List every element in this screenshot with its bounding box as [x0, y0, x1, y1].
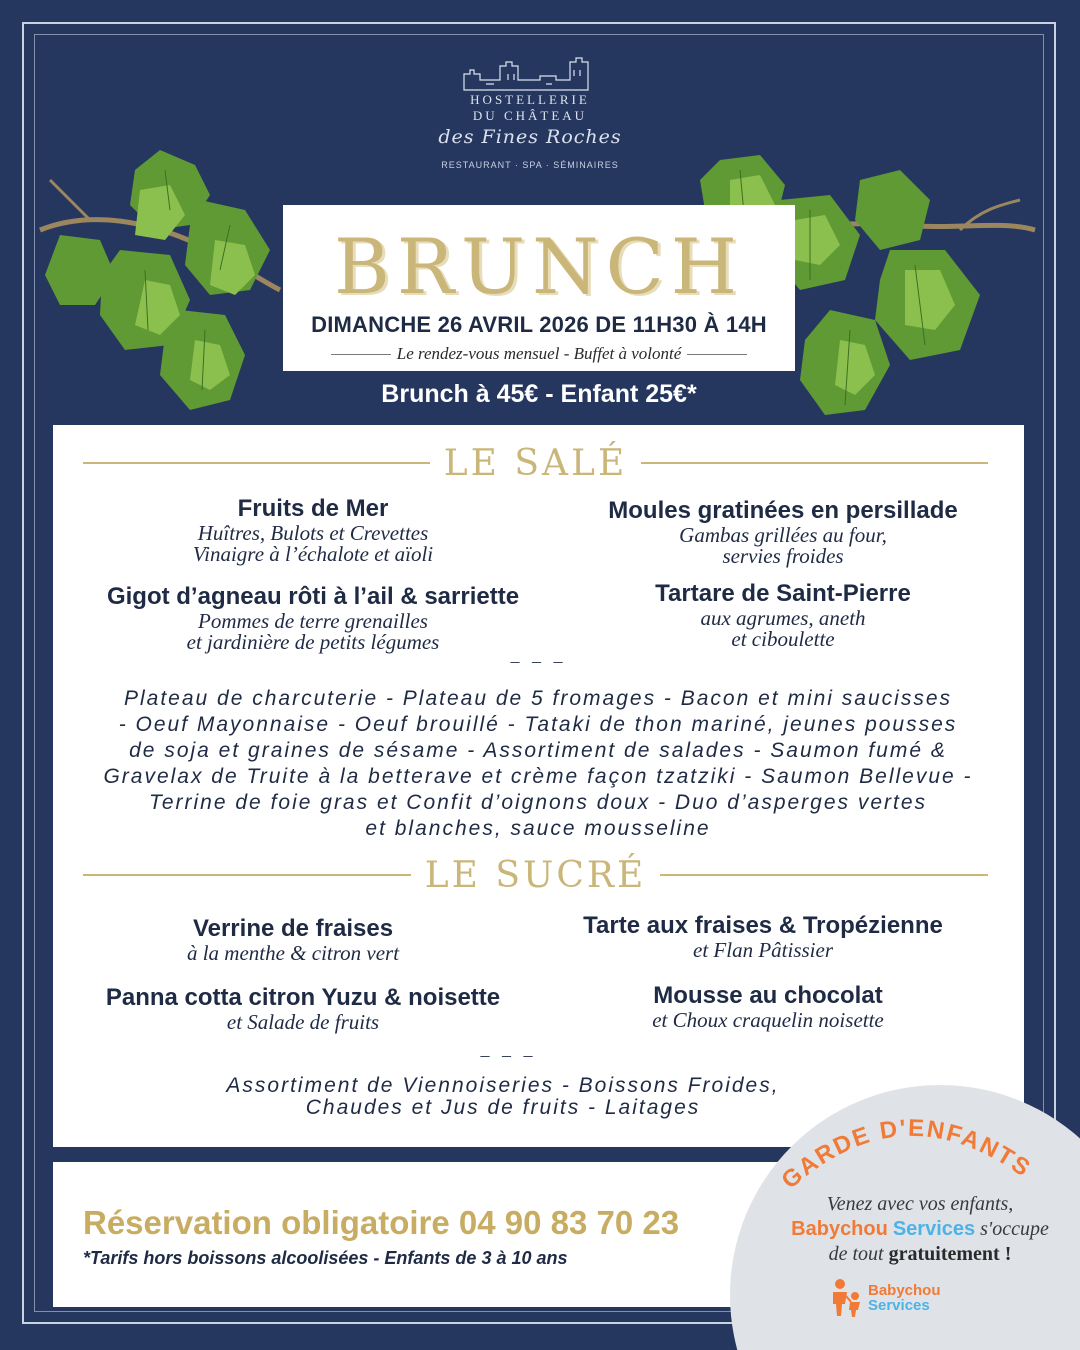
dish-desc: et Choux craquelin noisette: [652, 1008, 884, 1032]
dish-item: [103, 495, 523, 565]
section-title-sale: LE SALÉ: [443, 442, 628, 484]
dish-desc: servies froides: [722, 544, 844, 568]
dish-name: Moules gratinées en persillade: [608, 497, 958, 524]
dish-item: [93, 915, 493, 964]
dish-desc: à la menthe & citron vert: [186, 941, 400, 965]
price-note: *Tarifs hors boissons alcoolisées - Enfants de 3 à 10 ans: [83, 1248, 568, 1268]
buffet-line: de soja et graines de sésame - Assortiment de salades - Saumon fumé &: [129, 739, 947, 762]
divider: [687, 354, 747, 355]
separator: – – –: [510, 651, 567, 671]
logo-line-1: HOSTELLERIE: [470, 92, 590, 107]
dish-item: [563, 982, 973, 1031]
buffet-line: Plateau de charcuterie - Plateau de 5 fromages - Bacon et mini saucisses: [123, 687, 953, 710]
section-title-sucre: LE SUCRÉ: [424, 854, 647, 896]
page-title: BRUNCH: [333, 222, 745, 311]
buffet-line: Chaudes et Jus de fruits - Laitages: [305, 1096, 701, 1119]
kids-line-3-b: gratuitement !: [888, 1243, 1012, 1265]
vine-leaves-left-image: [30, 140, 290, 440]
tagline: Le rendez-vous mensuel - Buffet à volonté: [396, 344, 682, 363]
castle-icon: [460, 56, 600, 92]
dish-item: [83, 583, 543, 653]
buffet-line: et blanches, sauce mousseline: [365, 817, 711, 840]
dish-item: [83, 984, 523, 1033]
dish-desc: Vinaigre à l’échalote et aïoli: [192, 542, 434, 566]
babychou-word-2: Services: [868, 1297, 930, 1314]
kids-line-3: [760, 1242, 1080, 1267]
brand-babychou: Babychou: [791, 1218, 888, 1240]
buffet-line: Terrine de foie gras et Confit d’oignons doux - Duo d’asperges vertes: [148, 791, 928, 814]
dish-desc: et Flan Pâtissier: [693, 938, 833, 962]
divider: [83, 874, 411, 876]
dish-name: Tartare de Saint-Pierre: [655, 580, 911, 607]
dish-desc: et ciboulette: [731, 627, 835, 651]
childcare-message: [760, 1192, 1080, 1267]
dish-item: [553, 497, 1013, 567]
kids-line-2-rest: s'occupe: [975, 1218, 1049, 1240]
divider: [83, 462, 430, 464]
dish-item: [573, 580, 993, 650]
buffet-line: Gravelax de Truite à la betterave et crème façon tzatziki - Saumon Bellevue -: [103, 765, 973, 788]
logo-line-2: DU CHÂTEAU: [472, 108, 588, 123]
divider: [331, 354, 391, 355]
menu-card: [53, 425, 1024, 1147]
buffet-line: - Oeuf Mayonnaise - Oeuf brouillé - Tataki de thon mariné, jeunes pousses: [118, 713, 958, 736]
logo-script: des Fines Roches: [438, 126, 622, 148]
hotel-logo: [420, 56, 640, 170]
section-header-sucre: [83, 855, 988, 895]
dish-desc: Huîtres, Bulots et Crevettes: [197, 521, 429, 545]
dish-name: Fruits de Mer: [237, 495, 389, 522]
event-date: DIMANCHE 26 AVRIL 2026 DE 11H30 À 14H: [311, 312, 767, 337]
separator: – – –: [480, 1045, 537, 1065]
kids-line-1: Venez avec vos enfants,: [826, 1193, 1014, 1215]
tagline-row: [283, 344, 795, 364]
dish-desc: Pommes de terre grenailles: [198, 609, 428, 633]
babychou-wordmark: [868, 1283, 941, 1313]
divider: [660, 874, 988, 876]
buffet-line: Assortiment de Viennoiseries - Boissons Froides,: [226, 1074, 780, 1097]
kids-line-3-a: de tout: [828, 1243, 889, 1265]
badge-arc-text: GARDE D'ENFANTS: [776, 1114, 1037, 1195]
divider: [641, 462, 988, 464]
title-box: [283, 205, 795, 371]
babychou-logo: [828, 1278, 941, 1318]
section-header-sale: [83, 443, 988, 483]
reservation-phone: Réservation obligatoire 04 90 83 70 23: [83, 1204, 680, 1241]
dish-desc: Gambas grillées au four,: [679, 523, 887, 547]
brand-services: Services: [892, 1218, 976, 1240]
dish-name: Tarte aux fraises & Tropézienne: [583, 912, 943, 939]
buffet-list-sale: [73, 686, 1003, 842]
prices: Brunch à 45€ - Enfant 25€*: [381, 380, 697, 408]
childcare-badge-title: [760, 1090, 1060, 1200]
logo-subtitle: RESTAURANT · SPA · SÉMINAIRES: [441, 160, 619, 170]
dish-name: Gigot d’agneau rôti à l’ail & sarriette: [106, 583, 520, 610]
dish-name: Mousse au chocolat: [653, 982, 883, 1009]
dish-desc: et Salade de fruits: [226, 1010, 380, 1034]
dish-name: Verrine de fraises: [192, 915, 394, 942]
dish-desc: aux agrumes, aneth: [700, 606, 866, 630]
babychou-word-1: Babychou: [868, 1282, 941, 1299]
kids-line-2: [760, 1217, 1080, 1242]
family-icon: [828, 1278, 864, 1318]
dish-name: Panna cotta citron Yuzu & noisette: [105, 984, 501, 1011]
dish-item: [543, 912, 983, 961]
dish-desc: et jardinière de petits légumes: [186, 630, 440, 654]
svg-text:GARDE D'ENFANTS: [776, 1115, 1036, 1195]
